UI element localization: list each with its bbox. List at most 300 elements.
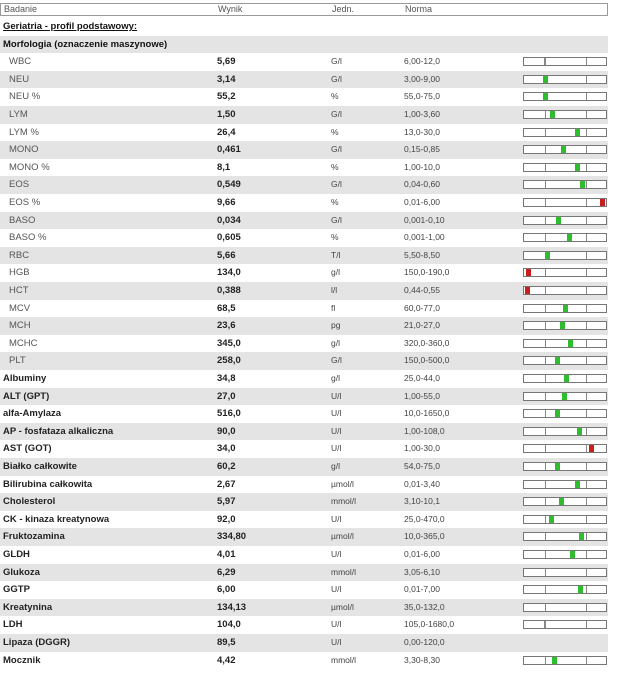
result-value: 4,01 bbox=[217, 549, 236, 560]
result-value: 34,8 bbox=[217, 373, 236, 384]
range-limit-tick bbox=[586, 199, 587, 206]
range-limit-tick bbox=[586, 129, 587, 136]
result-value: 5,97 bbox=[217, 496, 236, 508]
reference-range: 0,00-120,0 bbox=[404, 637, 445, 647]
reference-range: 1,00-3,60 bbox=[404, 109, 440, 119]
range-limit-tick bbox=[586, 551, 587, 558]
result-unit: U/l bbox=[331, 443, 342, 454]
result-unit: U/l bbox=[331, 425, 342, 436]
result-value: 9,66 bbox=[217, 197, 236, 208]
table-row bbox=[0, 264, 608, 282]
result-unit: l/l bbox=[331, 285, 338, 295]
test-name: NEU % bbox=[9, 91, 41, 103]
range-limit-tick bbox=[586, 428, 587, 435]
table-row bbox=[0, 141, 608, 159]
range-indicator-bar bbox=[523, 233, 607, 242]
range-limit-tick bbox=[586, 164, 587, 171]
result-marker bbox=[555, 357, 560, 364]
reference-range: 150,0-500,0 bbox=[404, 355, 450, 366]
result-marker bbox=[550, 111, 555, 118]
range-limit-tick bbox=[545, 217, 546, 224]
result-marker bbox=[552, 657, 557, 664]
result-unit: G/l bbox=[331, 144, 342, 155]
result-value: 92,0 bbox=[217, 513, 236, 525]
result-unit: g/l bbox=[331, 461, 340, 471]
reference-range: 3,10-10,1 bbox=[404, 496, 440, 507]
result-unit: µmol/l bbox=[331, 478, 354, 489]
table-row bbox=[0, 581, 608, 599]
result-value: 0,034 bbox=[217, 214, 241, 226]
test-name: AST (GOT) bbox=[3, 443, 52, 455]
table-row bbox=[0, 335, 608, 353]
range-limit-tick bbox=[586, 357, 587, 364]
reference-range: 0,01-6,00 bbox=[404, 549, 440, 559]
table-row bbox=[0, 317, 608, 335]
result-marker bbox=[526, 269, 531, 276]
range-limit-tick bbox=[545, 305, 546, 312]
test-name: Fruktozamina bbox=[3, 531, 65, 543]
section-heading-profile bbox=[0, 18, 608, 36]
test-name: LDH bbox=[3, 619, 23, 631]
table-row bbox=[0, 124, 608, 142]
range-indicator-bar bbox=[523, 339, 607, 348]
range-limit-tick bbox=[586, 340, 587, 347]
result-value: 345,0 bbox=[217, 337, 241, 349]
range-indicator-bar bbox=[523, 656, 607, 665]
result-marker bbox=[568, 340, 573, 347]
range-indicator-bar bbox=[523, 374, 607, 383]
result-value: 4,42 bbox=[217, 654, 236, 666]
result-unit: U/l bbox=[331, 549, 342, 559]
result-marker bbox=[543, 93, 548, 100]
test-name: Bilirubina całkowita bbox=[3, 478, 93, 490]
result-marker bbox=[556, 217, 561, 224]
reference-range: 3,30-8,30 bbox=[404, 654, 440, 665]
reference-range: 3,05-6,10 bbox=[404, 566, 440, 577]
range-indicator-bar bbox=[523, 620, 607, 629]
reference-range: 1,00-10,0 bbox=[404, 161, 440, 172]
result-value: 6,29 bbox=[217, 566, 236, 578]
range-indicator-bar bbox=[523, 497, 607, 506]
result-marker bbox=[589, 445, 594, 452]
table-row bbox=[0, 634, 608, 652]
reference-range: 54,0-75,0 bbox=[404, 461, 440, 471]
range-indicator-bar bbox=[523, 392, 607, 401]
result-marker bbox=[562, 393, 567, 400]
reference-range: 55,0-75,0 bbox=[404, 91, 440, 102]
range-indicator-bar bbox=[523, 304, 607, 313]
result-marker bbox=[577, 428, 582, 435]
test-name: ALT (GPT) bbox=[3, 390, 50, 402]
test-name: Albuminy bbox=[3, 373, 47, 384]
result-value: 334,80 bbox=[217, 531, 247, 543]
result-unit: % bbox=[331, 126, 339, 137]
table-row bbox=[0, 53, 608, 71]
range-limit-tick bbox=[586, 305, 587, 312]
result-marker bbox=[544, 621, 545, 628]
reference-range: 25,0-44,0 bbox=[404, 373, 440, 383]
range-limit-tick bbox=[545, 234, 546, 241]
range-limit-tick bbox=[545, 498, 546, 505]
test-name: BASO bbox=[9, 214, 36, 226]
range-limit-tick bbox=[586, 234, 587, 241]
range-limit-tick bbox=[545, 146, 546, 153]
range-limit-tick bbox=[586, 322, 587, 329]
test-name: CK - kinaza kreatynowa bbox=[3, 513, 110, 525]
range-indicator-bar bbox=[523, 110, 607, 119]
test-name: MCH bbox=[9, 320, 31, 332]
range-indicator-bar bbox=[523, 268, 607, 277]
result-value: 5,66 bbox=[217, 249, 236, 261]
table-row bbox=[0, 652, 608, 670]
result-unit: g/l bbox=[331, 337, 340, 348]
range-limit-tick bbox=[586, 657, 587, 664]
range-limit-tick bbox=[545, 129, 546, 136]
result-unit: G/l bbox=[331, 56, 342, 67]
test-name: PLT bbox=[9, 355, 26, 367]
test-name: Białko całkowite bbox=[3, 461, 77, 472]
result-value: 55,2 bbox=[217, 91, 236, 103]
range-limit-tick bbox=[545, 111, 546, 118]
result-value: 68,5 bbox=[217, 302, 236, 314]
result-unit: µmol/l bbox=[331, 531, 354, 542]
result-value: 89,5 bbox=[217, 637, 236, 648]
result-value: 60,2 bbox=[217, 461, 236, 472]
result-unit: U/l bbox=[331, 513, 342, 524]
result-marker bbox=[567, 234, 572, 241]
table-row bbox=[0, 616, 608, 634]
reference-range: 25,0-470,0 bbox=[404, 513, 445, 524]
test-name: HGB bbox=[9, 267, 30, 279]
result-marker bbox=[578, 586, 583, 593]
result-unit: G/l bbox=[331, 179, 342, 190]
table-row bbox=[0, 212, 608, 230]
test-name: NEU bbox=[9, 73, 30, 85]
reference-range: 35,0-132,0 bbox=[404, 601, 445, 612]
result-unit: % bbox=[331, 197, 339, 207]
range-indicator-bar bbox=[523, 286, 607, 295]
result-marker bbox=[563, 305, 568, 312]
table-row bbox=[0, 370, 608, 388]
range-limit-tick bbox=[545, 287, 546, 294]
test-name: EOS bbox=[9, 179, 30, 191]
result-unit: fl bbox=[331, 302, 336, 313]
result-unit: U/l bbox=[331, 637, 342, 647]
section-title: Geriatria - profil podstawowy: bbox=[3, 21, 138, 32]
result-value: 0,388 bbox=[217, 285, 241, 296]
test-name: LYM % bbox=[9, 126, 39, 138]
result-unit: U/l bbox=[331, 390, 342, 401]
reference-range: 3,00-9,00 bbox=[404, 73, 440, 84]
reference-range: 320,0-360,0 bbox=[404, 337, 450, 348]
table-row bbox=[0, 159, 608, 177]
range-limit-tick bbox=[586, 586, 587, 593]
result-value: 0,605 bbox=[217, 232, 241, 244]
result-marker bbox=[544, 58, 545, 65]
test-name: MCV bbox=[9, 302, 31, 314]
range-limit-tick bbox=[586, 93, 587, 100]
result-unit: mmol/l bbox=[331, 654, 357, 665]
test-name: alfa-Amylaza bbox=[3, 408, 62, 420]
test-name: GLDH bbox=[3, 549, 30, 560]
range-limit-tick bbox=[545, 181, 546, 188]
result-marker bbox=[564, 375, 569, 382]
range-limit-tick bbox=[545, 551, 546, 558]
test-name: RBC bbox=[9, 249, 30, 261]
range-limit-tick bbox=[545, 463, 546, 470]
range-indicator-bar bbox=[523, 163, 607, 172]
table-row bbox=[0, 528, 608, 546]
test-name: EOS % bbox=[9, 197, 41, 208]
range-limit-tick bbox=[545, 533, 546, 540]
section-title: Morfologia (oznaczenie maszynowe) bbox=[3, 38, 168, 50]
range-indicator-bar bbox=[523, 515, 607, 524]
range-limit-tick bbox=[586, 621, 587, 628]
reference-range: 0,01-6,00 bbox=[404, 197, 440, 207]
test-name: Mocznik bbox=[3, 654, 41, 666]
range-limit-tick bbox=[586, 269, 587, 276]
reference-range: 10,0-365,0 bbox=[404, 531, 445, 542]
range-limit-tick bbox=[545, 58, 546, 65]
test-name: BASO % bbox=[9, 232, 47, 244]
range-limit-tick bbox=[586, 533, 587, 540]
result-marker bbox=[575, 164, 580, 171]
table-header bbox=[0, 3, 608, 16]
reference-range: 0,001-0,10 bbox=[404, 214, 445, 225]
table-row bbox=[0, 511, 608, 529]
result-unit: % bbox=[331, 232, 339, 243]
table-row bbox=[0, 405, 608, 423]
range-indicator-bar bbox=[523, 409, 607, 418]
range-indicator-bar bbox=[523, 251, 607, 260]
table-row bbox=[0, 458, 608, 476]
result-marker bbox=[575, 481, 580, 488]
result-value: 34,0 bbox=[217, 443, 236, 455]
reference-range: 1,00-108,0 bbox=[404, 425, 445, 436]
result-value: 5,69 bbox=[217, 56, 236, 68]
table-row bbox=[0, 476, 608, 494]
range-limit-tick bbox=[586, 76, 587, 83]
range-limit-tick bbox=[545, 199, 546, 206]
result-unit: T/l bbox=[331, 249, 341, 260]
result-marker bbox=[560, 322, 565, 329]
range-limit-tick bbox=[545, 428, 546, 435]
range-indicator-bar bbox=[523, 128, 607, 137]
result-value: 0,461 bbox=[217, 144, 241, 156]
result-marker bbox=[525, 287, 530, 294]
result-value: 0,549 bbox=[217, 179, 241, 191]
result-unit: mmol/l bbox=[331, 496, 357, 507]
range-indicator-bar bbox=[523, 216, 607, 225]
table-row bbox=[0, 282, 608, 300]
result-marker bbox=[555, 410, 560, 417]
table-row bbox=[0, 300, 608, 318]
range-limit-tick bbox=[586, 181, 587, 188]
test-name: Kreatynina bbox=[3, 601, 53, 613]
test-name: Lipaza (DGGR) bbox=[3, 637, 71, 648]
result-value: 134,0 bbox=[217, 267, 241, 279]
reference-range: 150,0-190,0 bbox=[404, 267, 450, 278]
test-name: MONO % bbox=[9, 161, 50, 173]
range-indicator-bar bbox=[523, 92, 607, 101]
header-norm: Norma bbox=[405, 4, 433, 14]
range-indicator-bar bbox=[523, 180, 607, 189]
range-limit-tick bbox=[545, 340, 546, 347]
reference-range: 60,0-77,0 bbox=[404, 302, 440, 313]
result-marker bbox=[559, 498, 564, 505]
result-marker bbox=[586, 604, 587, 611]
range-limit-tick bbox=[586, 481, 587, 488]
range-limit-tick bbox=[586, 375, 587, 382]
table-row bbox=[0, 423, 608, 441]
reference-range: 10,0-1650,0 bbox=[404, 408, 450, 419]
range-limit-tick bbox=[586, 516, 587, 523]
range-indicator-bar bbox=[523, 444, 607, 453]
reference-range: 0,01-3,40 bbox=[404, 478, 440, 489]
result-marker bbox=[600, 199, 605, 206]
result-unit: % bbox=[331, 91, 339, 102]
range-limit-tick bbox=[545, 657, 546, 664]
header-result: Wynik bbox=[218, 4, 243, 14]
result-marker bbox=[586, 569, 587, 576]
result-unit: G/l bbox=[331, 355, 342, 366]
test-name: HCT bbox=[9, 285, 29, 296]
result-unit: G/l bbox=[331, 214, 342, 225]
test-name: GGTP bbox=[3, 584, 30, 596]
result-unit: % bbox=[331, 161, 339, 172]
reference-range: 13,0-30,0 bbox=[404, 126, 440, 137]
range-limit-tick bbox=[586, 393, 587, 400]
reference-range: 6,00-12,0 bbox=[404, 56, 440, 67]
test-name: Cholesterol bbox=[3, 496, 56, 508]
range-indicator-bar bbox=[523, 462, 607, 471]
range-limit-tick bbox=[545, 569, 546, 576]
range-limit-tick bbox=[586, 287, 587, 294]
range-limit-tick bbox=[545, 164, 546, 171]
result-value: 3,14 bbox=[217, 73, 236, 85]
range-indicator-bar bbox=[523, 585, 607, 594]
table-row bbox=[0, 247, 608, 265]
table-row bbox=[0, 176, 608, 194]
result-unit: pg bbox=[331, 320, 341, 331]
range-indicator-bar bbox=[523, 145, 607, 154]
range-limit-tick bbox=[586, 146, 587, 153]
reference-range: 5,50-8,50 bbox=[404, 249, 440, 260]
range-limit-tick bbox=[545, 375, 546, 382]
range-indicator-bar bbox=[523, 75, 607, 84]
result-unit: µmol/l bbox=[331, 601, 354, 612]
range-limit-tick bbox=[545, 621, 546, 628]
table-row bbox=[0, 388, 608, 406]
result-marker bbox=[579, 533, 584, 540]
result-unit: g/l bbox=[331, 267, 340, 278]
reference-range: 1,00-30,0 bbox=[404, 443, 440, 454]
result-value: 23,6 bbox=[217, 320, 236, 332]
table-row bbox=[0, 599, 608, 617]
range-limit-tick bbox=[586, 111, 587, 118]
range-limit-tick bbox=[545, 410, 546, 417]
result-unit: U/l bbox=[331, 619, 342, 630]
range-limit-tick bbox=[545, 322, 546, 329]
header-unit: Jedn. bbox=[332, 4, 355, 14]
table-row bbox=[0, 440, 608, 458]
range-limit-tick bbox=[545, 357, 546, 364]
section-heading-morphology bbox=[0, 36, 608, 54]
range-indicator-bar bbox=[523, 532, 607, 541]
result-unit: g/l bbox=[331, 373, 340, 383]
range-limit-tick bbox=[545, 393, 546, 400]
range-limit-tick bbox=[586, 217, 587, 224]
range-limit-tick bbox=[545, 269, 546, 276]
range-limit-tick bbox=[586, 445, 587, 452]
table-row bbox=[0, 194, 608, 212]
result-marker bbox=[570, 551, 575, 558]
range-limit-tick bbox=[586, 463, 587, 470]
range-limit-tick bbox=[545, 445, 546, 452]
range-indicator-bar bbox=[523, 356, 607, 365]
result-marker bbox=[549, 516, 554, 523]
result-unit: U/l bbox=[331, 584, 342, 595]
result-value: 2,67 bbox=[217, 478, 236, 490]
range-limit-tick bbox=[586, 410, 587, 417]
table-row bbox=[0, 564, 608, 582]
reference-range: 0,04-0,60 bbox=[404, 179, 440, 190]
reference-range: 0,15-0,85 bbox=[404, 144, 440, 155]
result-value: 90,0 bbox=[217, 425, 236, 437]
test-name: WBC bbox=[9, 56, 32, 68]
range-indicator-bar bbox=[523, 603, 607, 612]
range-limit-tick bbox=[545, 481, 546, 488]
test-name: MCHC bbox=[9, 337, 38, 349]
range-limit-tick bbox=[545, 516, 546, 523]
range-limit-tick bbox=[586, 58, 587, 65]
range-limit-tick bbox=[586, 252, 587, 259]
result-marker bbox=[561, 146, 566, 153]
reference-range: 105,0-1680,0 bbox=[404, 619, 455, 630]
range-indicator-bar bbox=[523, 550, 607, 559]
range-limit-tick bbox=[545, 586, 546, 593]
table-row bbox=[0, 229, 608, 247]
result-value: 1,50 bbox=[217, 109, 236, 120]
result-marker bbox=[580, 181, 585, 188]
table-row bbox=[0, 546, 608, 564]
result-unit: G/l bbox=[331, 73, 342, 84]
result-value: 26,4 bbox=[217, 126, 236, 138]
range-indicator-bar bbox=[523, 198, 607, 207]
range-indicator-bar bbox=[523, 321, 607, 330]
test-name: Glukoza bbox=[3, 566, 40, 578]
range-indicator-bar bbox=[523, 480, 607, 489]
table-row bbox=[0, 352, 608, 370]
test-name: LYM bbox=[9, 109, 28, 120]
table-row bbox=[0, 106, 608, 124]
header-test: Badanie bbox=[4, 4, 38, 14]
reference-range: 0,01-7,00 bbox=[404, 584, 440, 595]
result-value: 258,0 bbox=[217, 355, 241, 367]
result-value: 104,0 bbox=[217, 619, 241, 631]
result-value: 27,0 bbox=[217, 390, 236, 402]
result-value: 516,0 bbox=[217, 408, 241, 420]
result-value: 6,00 bbox=[217, 584, 236, 596]
test-name: AP - fosfataza alkaliczna bbox=[3, 425, 114, 437]
reference-range: 21,0-27,0 bbox=[404, 320, 440, 331]
test-name: MONO bbox=[9, 144, 39, 156]
table-row bbox=[0, 493, 608, 511]
reference-range: 0,44-0,55 bbox=[404, 285, 440, 295]
table-row bbox=[0, 88, 608, 106]
result-marker bbox=[543, 76, 548, 83]
range-limit-tick bbox=[586, 498, 587, 505]
